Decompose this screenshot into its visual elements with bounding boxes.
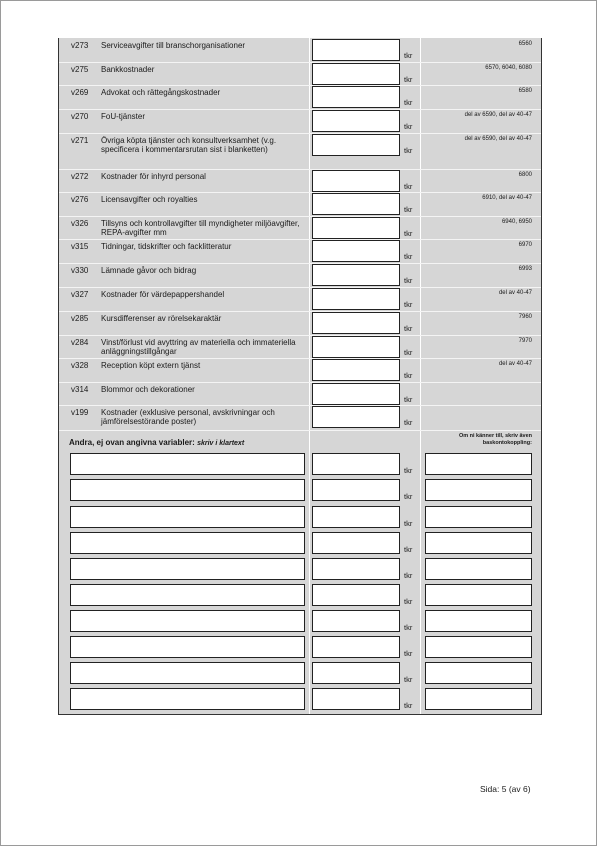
unit-label: tkr (404, 597, 413, 606)
other-account-input[interactable] (425, 532, 532, 554)
unit-label: tkr (404, 519, 413, 528)
variable-label: FoU-tjänster (101, 112, 146, 121)
variable-row (59, 169, 541, 193)
account-reference: 6570, 6040, 6080 (485, 65, 532, 71)
unit-label: tkr (404, 205, 413, 214)
variable-row (59, 358, 541, 383)
account-reference: 6993 (518, 266, 532, 272)
unit-label: tkr (404, 701, 413, 710)
unit-label: tkr (404, 98, 413, 107)
amount-input[interactable] (312, 134, 400, 156)
unit-label: tkr (404, 122, 413, 131)
account-reference: del av 40-47 (498, 290, 532, 296)
amount-input[interactable] (312, 193, 400, 215)
variable-code: v284 (71, 338, 89, 347)
other-name-input[interactable] (70, 610, 305, 632)
variable-label: Advokat och rättegångskostnader (101, 88, 221, 97)
other-amount-input[interactable] (312, 506, 400, 528)
account-reference: 6910, del av 40-47 (482, 195, 532, 201)
variable-label: Övriga köpta tjänster och konsultverksamhet (v.g. specificera i kommentarsrutan sist i blanketten) (101, 136, 277, 154)
unit-label: tkr (404, 466, 413, 475)
variable-row (59, 405, 541, 431)
variable-code: v330 (71, 266, 89, 275)
unit-label: tkr (404, 675, 413, 684)
unit-label: tkr (404, 395, 413, 404)
account-reference: 6560 (518, 41, 532, 47)
variable-code: v273 (71, 41, 89, 50)
variable-label: Lämnade gåvor och bidrag (101, 266, 197, 275)
amount-input[interactable] (312, 240, 400, 262)
unit-label: tkr (404, 418, 413, 427)
other-account-input[interactable] (425, 636, 532, 658)
other-account-input[interactable] (425, 584, 532, 606)
account-reference: del av 40-47 (498, 361, 532, 367)
unit-label: tkr (404, 300, 413, 309)
variable-row (59, 133, 541, 170)
amount-input[interactable] (312, 406, 400, 428)
other-amount-input[interactable] (312, 532, 400, 554)
unit-label: tkr (404, 252, 413, 261)
account-reference: 6800 (518, 172, 532, 178)
other-account-input[interactable] (425, 558, 532, 580)
amount-input[interactable] (312, 336, 400, 358)
account-reference: del av 6590, del av 40-47 (464, 136, 532, 142)
variable-code: v272 (71, 172, 89, 181)
unit-label: tkr (404, 348, 413, 357)
variable-label: Serviceavgifter till branschorganisationer (101, 41, 246, 50)
variable-row (59, 38, 541, 63)
other-amount-input[interactable] (312, 688, 400, 710)
amount-input[interactable] (312, 383, 400, 405)
other-amount-input[interactable] (312, 558, 400, 580)
variable-code: v315 (71, 242, 89, 251)
unit-label: tkr (404, 571, 413, 580)
variable-label: Blommor och dekorationer (101, 385, 195, 394)
variable-row (59, 335, 541, 359)
other-heading-hint: skriv i klartext (197, 440, 245, 447)
account-reference: 7960 (518, 314, 532, 320)
unit-label: tkr (404, 649, 413, 658)
other-amount-input[interactable] (312, 636, 400, 658)
other-amount-input[interactable] (312, 453, 400, 475)
unit-label: tkr (404, 371, 413, 380)
variable-row (59, 287, 541, 312)
form-section (58, 38, 542, 715)
variable-code: v275 (71, 65, 89, 74)
amount-input[interactable] (312, 39, 400, 61)
variable-row (59, 85, 541, 110)
variable-code: v270 (71, 112, 89, 121)
variable-code: v326 (71, 219, 89, 228)
variable-label: Tillsyns och kontrollavgifter till myndigheter miljöavgifter, REPA-avgifter mm (101, 219, 300, 237)
amount-input[interactable] (312, 288, 400, 310)
variable-row (59, 239, 541, 264)
account-reference: del av 6590, del av 40-47 (464, 112, 532, 118)
amount-input[interactable] (312, 359, 400, 381)
other-amount-input[interactable] (312, 610, 400, 632)
other-name-input[interactable] (70, 558, 305, 580)
variable-code: v276 (71, 195, 89, 204)
account-reference: 7970 (518, 338, 532, 344)
variable-row (59, 263, 541, 288)
other-account-input[interactable] (425, 688, 532, 710)
variable-row (59, 62, 541, 86)
variable-row (59, 109, 541, 134)
unit-label: tkr (404, 492, 413, 501)
other-account-input[interactable] (425, 610, 532, 632)
variable-label: Kostnader för inhyrd personal (101, 172, 206, 181)
variable-code: v199 (71, 408, 89, 417)
unit-label: tkr (404, 146, 413, 155)
other-name-input[interactable] (70, 532, 305, 554)
amount-input[interactable] (312, 170, 400, 192)
page-number: Sida: 5 (av 6) (480, 784, 531, 794)
variable-code: v271 (71, 136, 89, 145)
unit-label: tkr (404, 51, 413, 60)
variable-row (59, 216, 541, 240)
unit-label: tkr (404, 623, 413, 632)
amount-input[interactable] (312, 63, 400, 85)
variable-label: Kostnader för värdepappershandel (101, 290, 225, 299)
unit-label: tkr (404, 545, 413, 554)
variable-label: Reception köpt extern tjänst (101, 361, 201, 370)
amount-input[interactable] (312, 264, 400, 286)
variable-label: Kursdifferenser av rörelsekaraktär (101, 314, 222, 323)
other-amount-input[interactable] (312, 662, 400, 684)
other-heading-text: Andra, ej ovan angivna variabler: (69, 438, 195, 447)
variable-code: v327 (71, 290, 89, 299)
unit-label: tkr (404, 276, 413, 285)
other-name-input[interactable] (70, 688, 305, 710)
unit-label: tkr (404, 324, 413, 333)
other-account-input[interactable] (425, 453, 532, 475)
variable-row (59, 382, 541, 406)
variable-row (59, 311, 541, 336)
variable-label: Licensavgifter och royalties (101, 195, 198, 204)
other-name-input[interactable] (70, 453, 305, 475)
variable-row (59, 192, 541, 217)
account-reference: 6940, 6950 (501, 219, 532, 225)
other-account-input[interactable] (425, 506, 532, 528)
amount-input[interactable] (312, 217, 400, 239)
other-account-input[interactable] (425, 479, 532, 501)
account-reference: 6970 (518, 242, 532, 248)
other-amount-input[interactable] (312, 584, 400, 606)
amount-input[interactable] (312, 86, 400, 108)
variable-code: v314 (71, 385, 89, 394)
unit-label: tkr (404, 182, 413, 191)
variable-label: Kostnader (exklusive personal, avskrivningar och jämförelsestörande poster) (101, 408, 275, 426)
unit-label: tkr (404, 229, 413, 238)
other-name-input[interactable] (70, 636, 305, 658)
amount-input[interactable] (312, 110, 400, 132)
variable-label: Vinst/förlust vid avyttring av materiella och immateriella anläggningstillgångar (101, 338, 296, 356)
other-account-input[interactable] (425, 662, 532, 684)
unit-label: tkr (404, 75, 413, 84)
other-name-input[interactable] (70, 506, 305, 528)
amount-input[interactable] (312, 312, 400, 334)
variable-label: Tidningar, tidskrifter och facklitteratur (101, 242, 232, 251)
variable-label: Bankkostnader (101, 65, 155, 74)
variable-code: v285 (71, 314, 89, 323)
variable-code: v269 (71, 88, 89, 97)
other-amount-input[interactable] (312, 479, 400, 501)
other-variables-heading (69, 438, 244, 447)
account-mapping-note: Om ni känner till, skriv även baskontokoppling: (458, 433, 532, 446)
variable-code: v328 (71, 361, 89, 370)
other-name-input[interactable] (70, 662, 305, 684)
account-reference: 6580 (518, 88, 532, 94)
other-name-input[interactable] (70, 479, 305, 501)
other-name-input[interactable] (70, 584, 305, 606)
